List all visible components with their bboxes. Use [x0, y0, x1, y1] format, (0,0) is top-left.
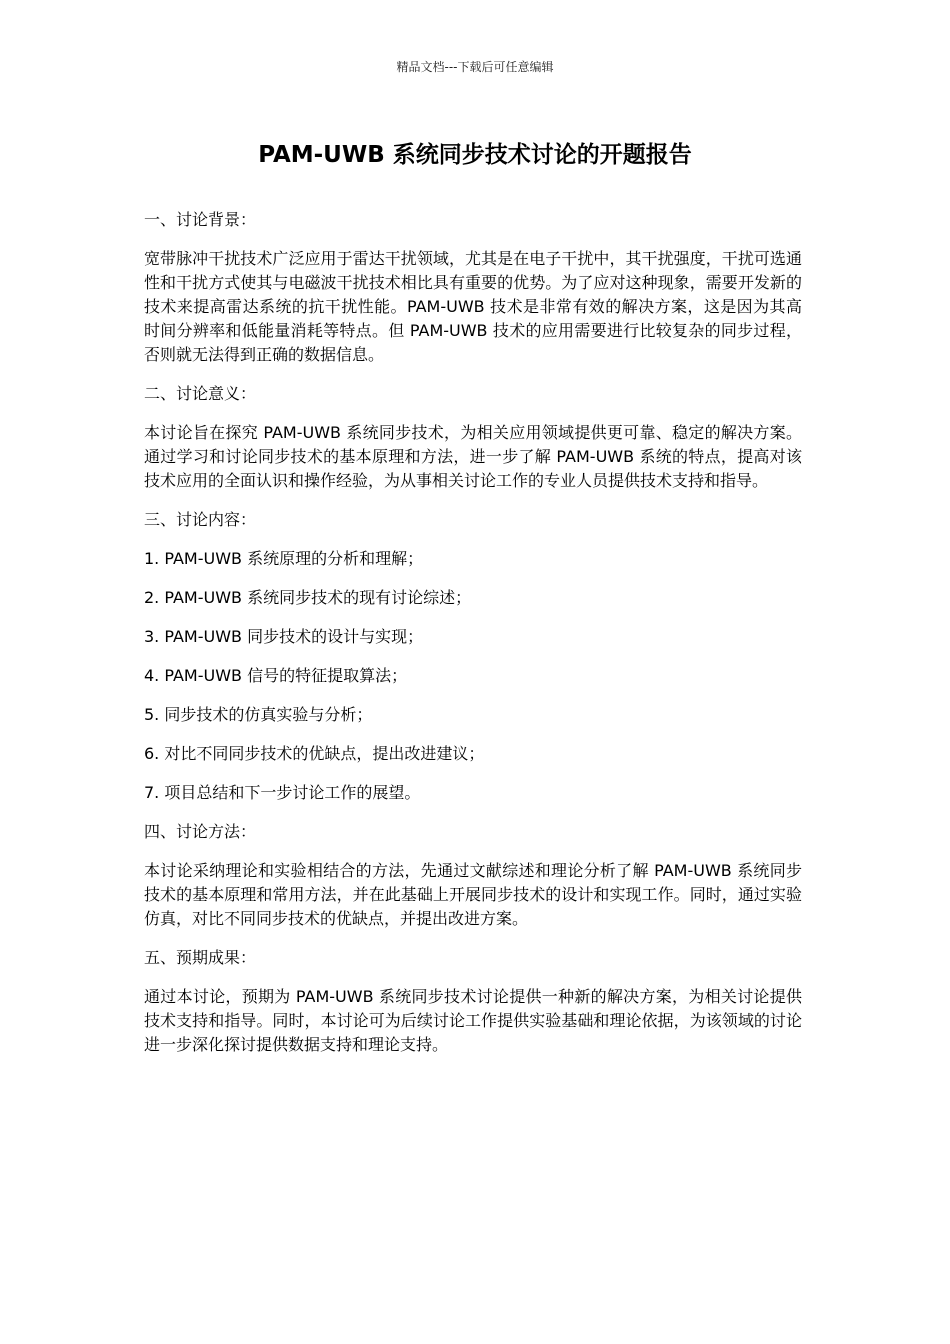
- section-heading-content: 三、讨论内容：: [144, 510, 257, 529]
- section-text-method: 本讨论采纳理论和实验相结合的方法，先通过文献综述和理论分析了解 PAM-UWB 系统同步技术的基本原理和常用方法，并在此基础上开展同步技术的设计和实现工作。同时，通过实验仿真，对比不同同步技术的优缺点，并提出改进方案。: [144, 861, 802, 928]
- list-item: 3. PAM-UWB 同步技术的设计与实现；: [144, 627, 424, 646]
- section-heading-outcome: 五、预期成果：: [144, 948, 257, 967]
- list-item: 5. 同步技术的仿真实验与分析；: [144, 705, 373, 724]
- header-note: 精品文档---下载后可任意编辑: [396, 60, 554, 74]
- content-list: [144, 547, 802, 805]
- list-item: 1. PAM-UWB 系统原理的分析和理解；: [144, 549, 424, 568]
- document-title: PAM-UWB 系统同步技术讨论的开题报告: [258, 142, 692, 168]
- section-text-outcome: 通过本讨论，预期为 PAM-UWB 系统同步技术讨论提供一种新的解决方案，为相关讨论提供技术支持和指导。同时，本讨论可为后续讨论工作提供实验基础和理论依据，为该领域的讨论进一步深化探讨提供数据支持和理论支持。: [144, 987, 802, 1054]
- list-item: 7. 项目总结和下一步讨论工作的展望。: [144, 783, 421, 802]
- section-heading-background: 一、讨论背景：: [144, 210, 257, 229]
- section-heading-significance: 二、讨论意义：: [144, 384, 257, 403]
- section-heading-method: 四、讨论方法：: [144, 822, 257, 841]
- section-text-background: 宽带脉冲干扰技术广泛应用于雷达干扰领域，尤其是在电子干扰中，其干扰强度，干扰可选通性和干扰方式使其与电磁波干扰技术相比具有重要的优势。为了应对这种现象，需要开发新的技术来提高雷达系统的抗干扰性能。PAM-UWB 技术是非常有效的解决方案，这是因为其高时间分辨率和低能量消耗等特点。但 PAM-UWB 技术的应用需要进行比较复杂的同步过程，否则就无法得到正确的数据信息。: [144, 249, 802, 364]
- section-text-significance: 本讨论旨在探究 PAM-UWB 系统同步技术，为相关应用领域提供更可靠、稳定的解决方案。通过学习和讨论同步技术的基本原理和方法，进一步了解 PAM-UWB 系统的特点，提高对该技术应用的全面认识和操作经验，为从事相关讨论工作的专业人员提供技术支持和指导。: [144, 423, 802, 490]
- list-item: 2. PAM-UWB 系统同步技术的现有讨论综述；: [144, 588, 472, 607]
- list-item: 6. 对比不同同步技术的优缺点，提出改进建议；: [144, 744, 485, 763]
- document-body: [144, 208, 802, 1072]
- list-item: 4. PAM-UWB 信号的特征提取算法；: [144, 666, 408, 685]
